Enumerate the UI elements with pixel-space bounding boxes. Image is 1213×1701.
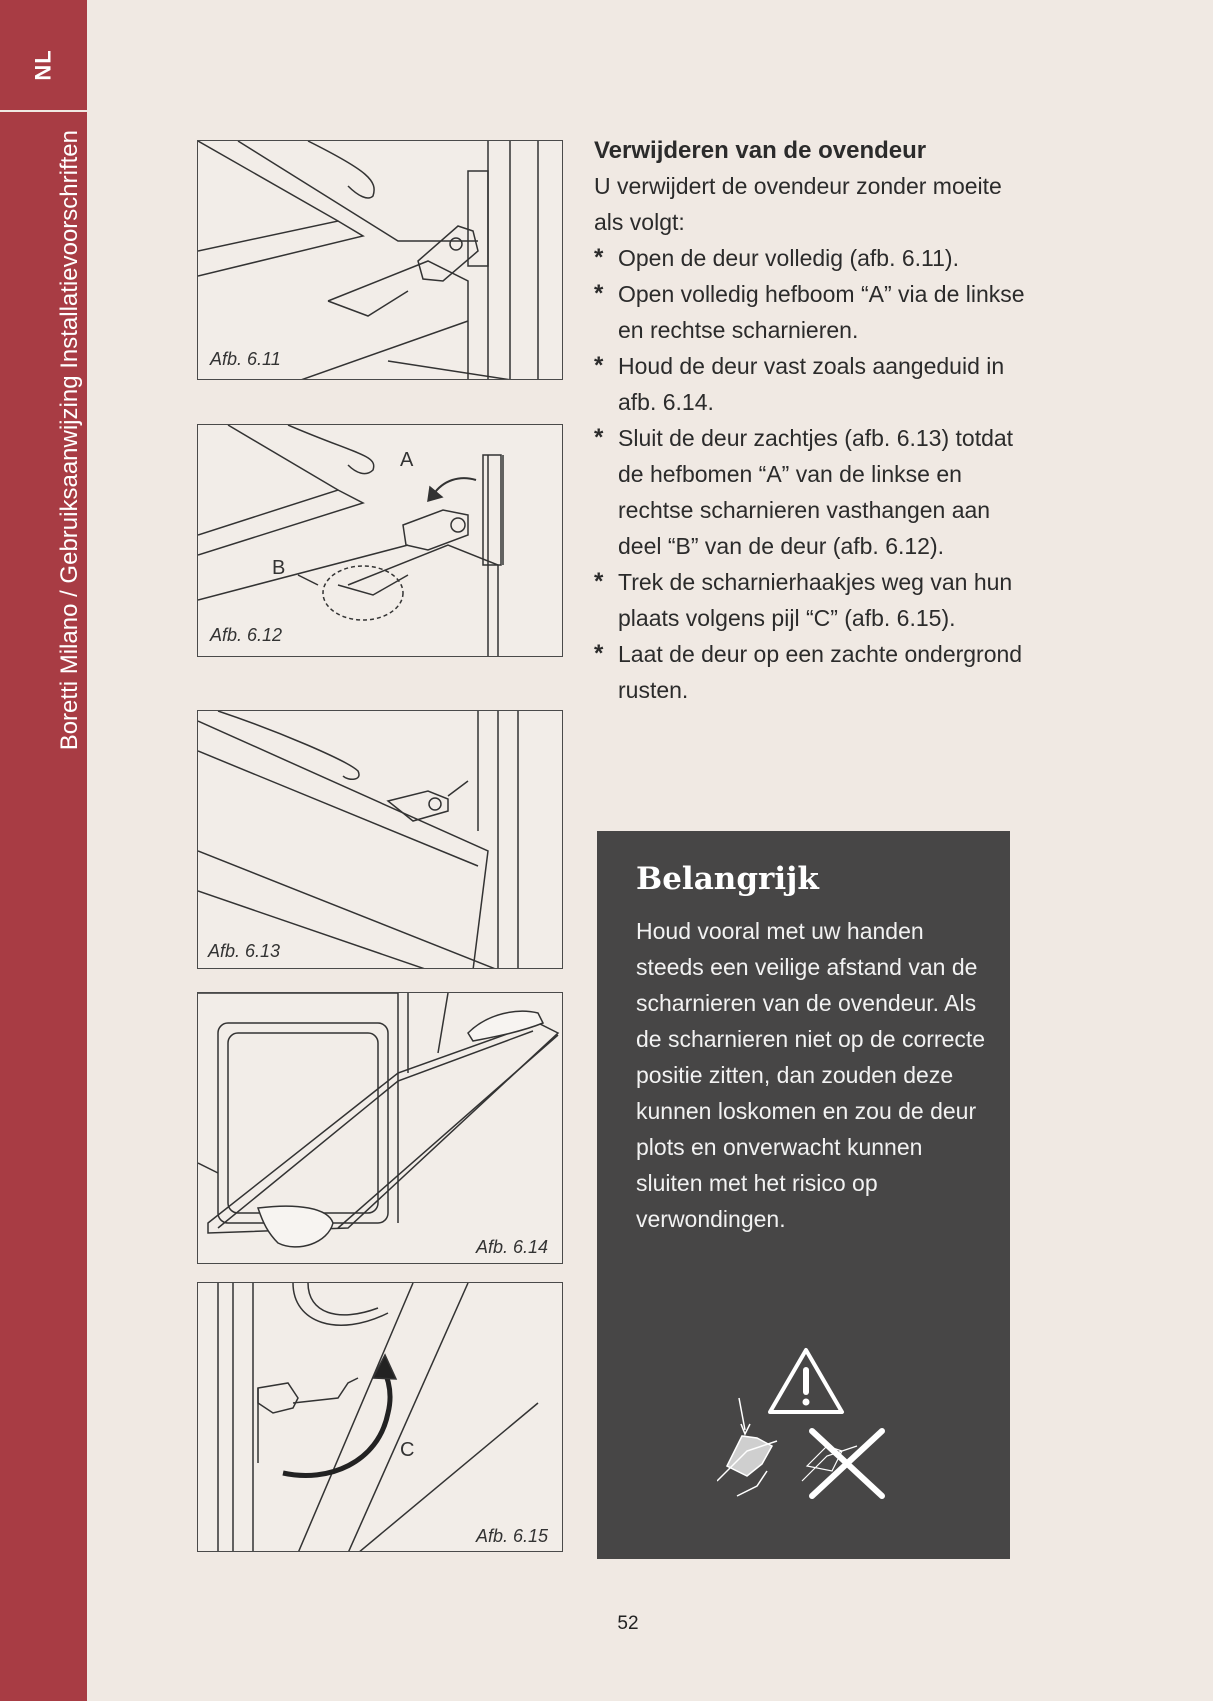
figure-caption: Afb. 6.13 [208,941,281,961]
asterisk-bullet: * [594,568,604,595]
figure-6-14 [197,992,563,1264]
list-item [594,348,1034,420]
figure-caption: Afb. 6.14 [476,1237,549,1257]
figure-6-12 [197,424,563,657]
asterisk-bullet: * [594,640,604,667]
section-title: Verwijderen van de ovendeur [594,137,927,164]
label-a: A [400,449,414,471]
hinge-illustration [198,141,563,380]
step-text: Open volledig hefboom “A” via de linkse en rechtse scharnieren. [618,281,1025,343]
list-item [594,420,1034,564]
asterisk-bullet: * [594,244,604,271]
step-text: Houd de deur vast zoals aangeduid in afb. 6.14. [618,353,1005,415]
language-code: NL [30,49,56,81]
asterisk-bullet: * [594,352,604,379]
figure-6-11 [197,140,563,380]
sidebar [0,0,87,1701]
step-text: Trek de scharnierhaakjes weg van hun plaats volgens pijl “C” (afb. 6.15). [618,569,1013,631]
label-b: B [272,557,286,579]
figure-caption: Afb. 6.11 [210,349,281,369]
list-item [594,564,1034,636]
figure-6-13 [197,710,563,969]
list-item [594,276,1034,348]
list-item [594,636,1034,708]
intro-text: U verwijdert de ovendeur zonder moeite als volgt: [594,173,1002,235]
notice-title: Belangrijk [636,861,819,897]
figure-caption: Afb. 6.12 [210,625,283,645]
important-notice [597,831,1010,1559]
hand-on-hinge-icon [717,1398,777,1496]
warning-triangle-icon [770,1350,842,1412]
asterisk-bullet: * [594,280,604,307]
figure-6-15 [197,1282,563,1552]
document-title: Boretti Milano / Gebruiksaanwijzing Installatievoorschriften [56,130,83,751]
step-text: Sluit de deur zachtjes (afb. 6.13) totdat de hefbomen “A” van de linkse en rechtse scharnieren vasthangen aan deel “B” van de deur (afb. 6.12). [618,425,1014,559]
hinge-removal-illustration [198,1283,563,1552]
prohibited-cross-icon [812,1431,882,1496]
notice-body: Houd vooral met uw handen steeds een veilige afstand van de scharnieren van de ovendeur. Als de scharnieren niet op de correcte positie zitten, dan zouden deze kunnen loskomen en zou de deur plots en onverwacht kunnen sluiten met het risico op verwondingen. [636,918,986,1232]
figure-caption: Afb. 6.15 [476,1526,549,1546]
door-hands-illustration [198,993,563,1264]
hinge-lever-illustration [198,425,563,657]
steps-list [594,240,1034,708]
instructions [594,134,1034,708]
list-item [594,240,1034,276]
step-text: Laat de deur op een zachte ondergrond rusten. [618,641,1023,703]
asterisk-bullet: * [594,424,604,451]
language-tab [0,20,87,112]
step-text: Open de deur volledig (afb. 6.11). [618,245,959,271]
door-closing-illustration [198,711,563,969]
warning-graphic [717,1346,897,1521]
label-c: C [400,1439,415,1461]
page-number: 52 [617,1613,639,1634]
